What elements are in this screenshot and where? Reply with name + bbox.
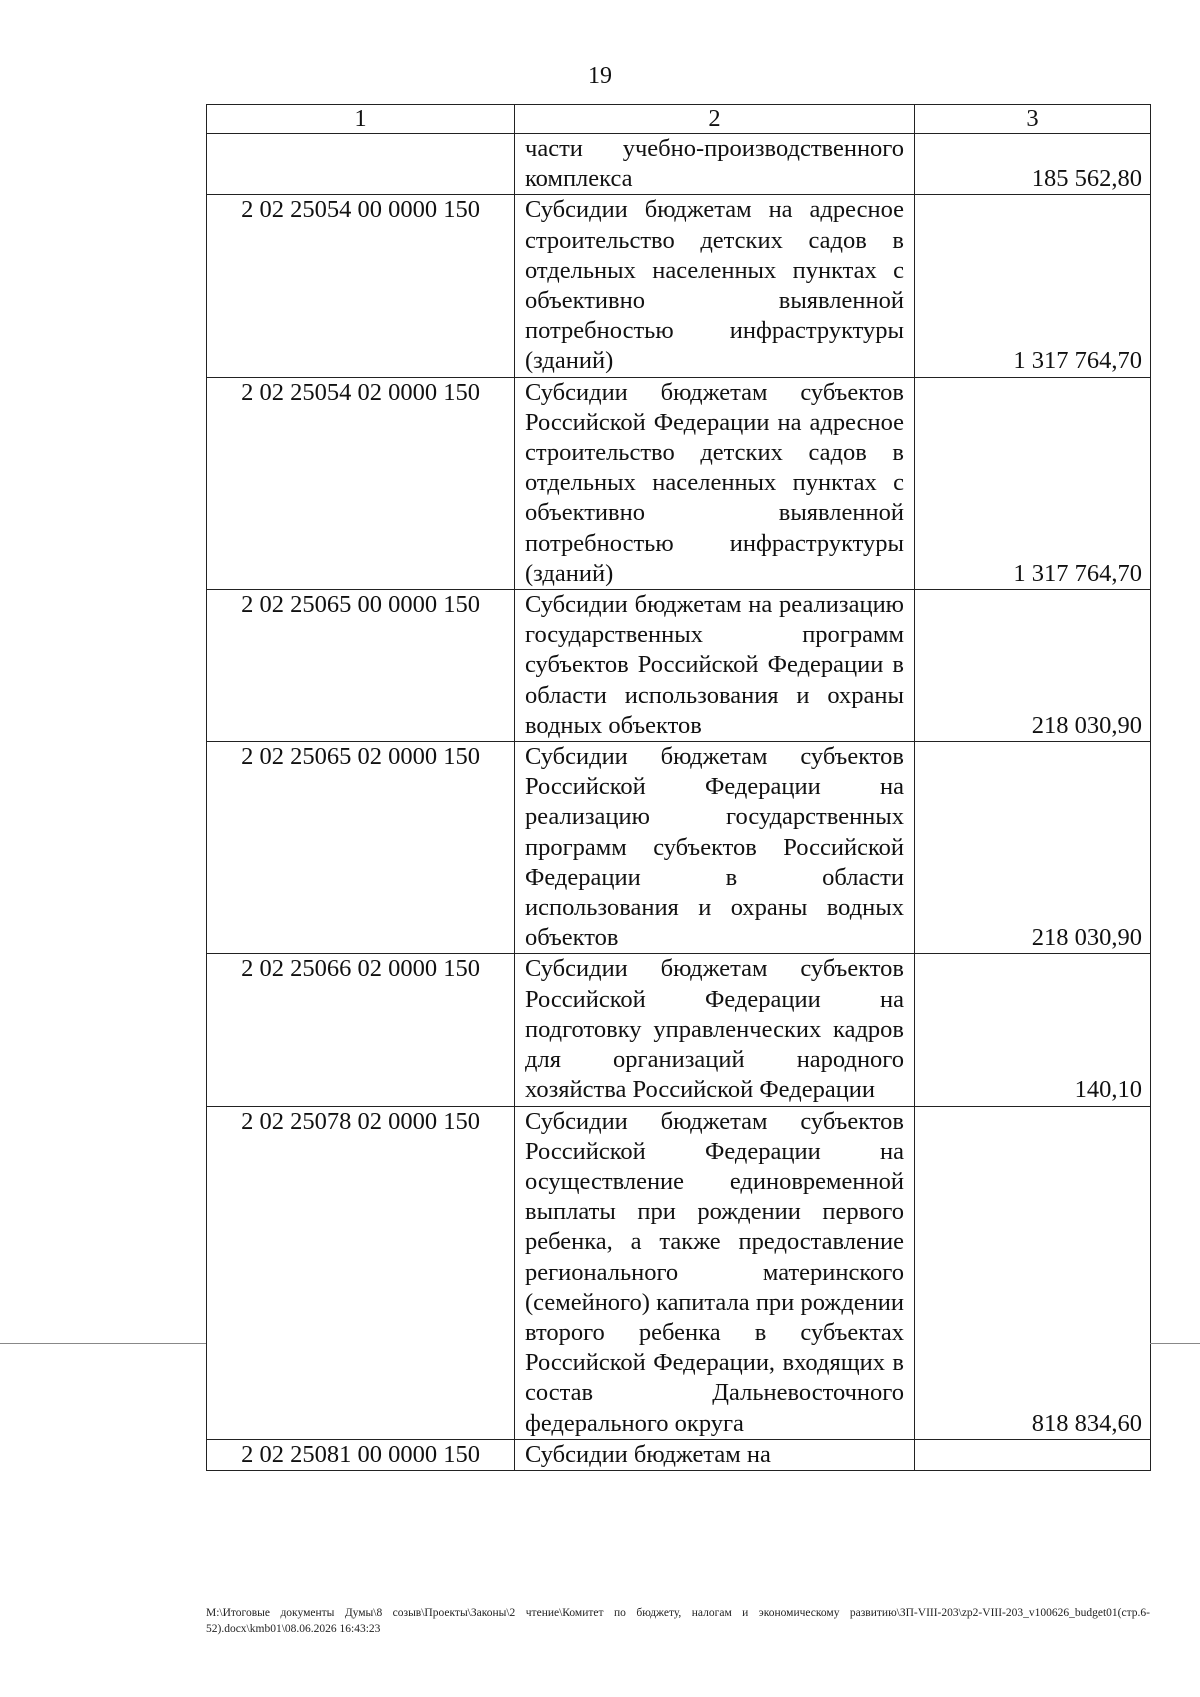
row-name: Субсидии бюджетам на [515,1439,915,1470]
row-amount: 185 562,80 [915,134,1151,195]
row-amount: 1 317 764,70 [915,195,1151,377]
column-header-amount: 3 [915,105,1151,134]
row-code: 2 02 25054 02 0000 150 [207,377,515,589]
row-name: Субсидии бюджетам на адресное строительство детских садов в отдельных населенных пунктах с объективно выявленной потребностью инфраструктуры (зданий) [515,195,915,377]
column-header-name: 2 [515,105,915,134]
budget-revenue-table [206,104,1151,1471]
row-code: 2 02 25078 02 0000 150 [207,1106,515,1439]
table-row [207,742,1151,954]
row-code [207,134,515,195]
table-row [207,134,1151,195]
table-row [207,590,1151,742]
row-amount: 818 834,60 [915,1106,1151,1439]
row-code: 2 02 25065 00 0000 150 [207,590,515,742]
row-code: 2 02 25081 00 0000 150 [207,1439,515,1470]
row-name: Субсидии бюджетам субъектов Российской Федерации на адресное строительство детских садов в отдельных населенных пунктах с объективно выявленной потребностью инфраструктуры (зданий) [515,377,915,589]
row-amount: 218 030,90 [915,742,1151,954]
row-code: 2 02 25066 02 0000 150 [207,954,515,1106]
row-name: части учебно-производственного комплекса [515,134,915,195]
row-name: Субсидии бюджетам субъектов Российской Федерации на реализацию государственных программ субъектов Российской Федерации в области использования и охраны водных объектов [515,742,915,954]
row-amount [915,1439,1151,1470]
row-name: Субсидии бюджетам субъектов Российской Федерации на осуществление единовременной выплаты при рождении первого ребенка, а также предоставление регионального материнского (семейного) капитала при рождении второго ребенка в субъектах Российской Федерации, входящих в состав Дальневосточного федерального округа [515,1106,915,1439]
table-row [207,377,1151,589]
row-code: 2 02 25065 02 0000 150 [207,742,515,954]
row-code: 2 02 25054 00 0000 150 [207,195,515,377]
row-name: Субсидии бюджетам на реализацию государственных программ субъектов Российской Федерации в области использования и охраны водных объектов [515,590,915,742]
page-number: 19 [588,63,612,89]
row-amount: 140,10 [915,954,1151,1106]
scan-artifact-line-left [0,1343,206,1344]
table-row [207,954,1151,1106]
row-amount: 1 317 764,70 [915,377,1151,589]
column-header-code: 1 [207,105,515,134]
table-header-row [207,105,1151,134]
document-footer-path: М:\Итоговые документы Думы\8 созыв\Проекты\Законы\2 чтение\Комитет по бюджету, налогам и экономическому развитию\ЗП-VIII-203\zp2-VIII-203_v100626_budget01(стр.6-52).docx\kmb01\08.06.2026 16:43:23 [206,1607,1150,1635]
scan-artifact-line-right [1150,1343,1200,1344]
table-row [207,1106,1151,1439]
row-name: Субсидии бюджетам субъектов Российской Федерации на подготовку управленческих кадров для организаций народного хозяйства Российской Федерации [515,954,915,1106]
table-row [207,1439,1151,1470]
row-amount: 218 030,90 [915,590,1151,742]
table-row [207,195,1151,377]
